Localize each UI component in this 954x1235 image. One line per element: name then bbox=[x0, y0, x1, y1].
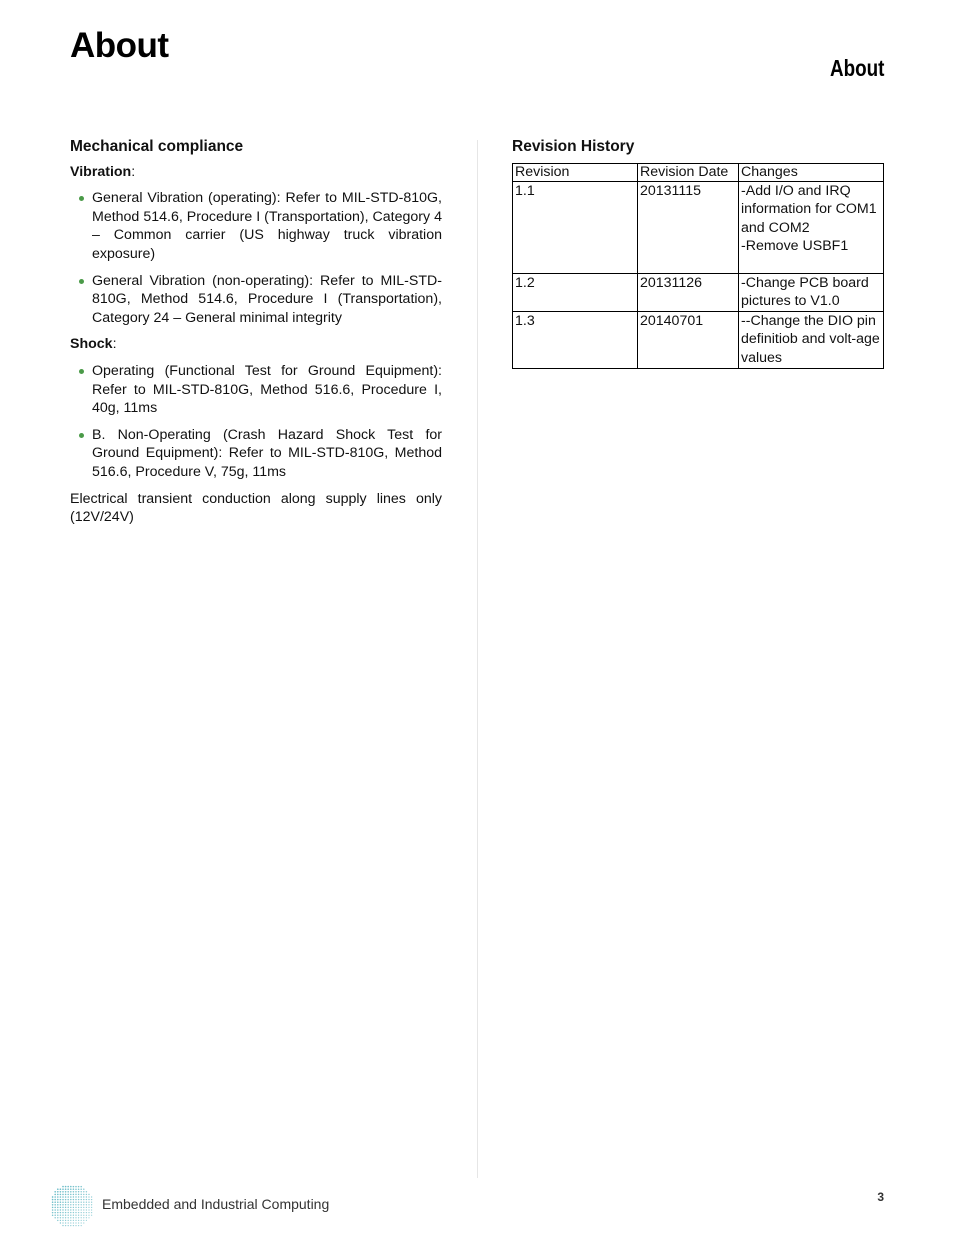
shock-subheading: Shock: bbox=[70, 336, 117, 353]
header-changes: Changes bbox=[739, 163, 884, 181]
revision-history-heading: Revision History bbox=[512, 138, 635, 155]
list-item: B. Non-Operating (Crash Hazard Shock Test for Ground Equipment): Refer to MIL-STD-810G, Method 516.6, Procedure V, 75g, 11ms bbox=[70, 426, 442, 482]
changes-cell: --Change the DIO pin definitiob and volt-age values bbox=[739, 311, 884, 368]
vibration-subheading: Vibration: bbox=[70, 163, 136, 180]
table-row bbox=[513, 273, 884, 311]
revision-history-table bbox=[512, 163, 884, 369]
bullet-icon bbox=[79, 369, 84, 374]
revision-cell: 1.2 bbox=[513, 273, 638, 311]
table-row bbox=[513, 311, 884, 368]
revision-cell: 1.3 bbox=[513, 311, 638, 368]
list-item: Operating (Functional Test for Ground Equipment): Refer to MIL-STD-810G, Method 516.6, Procedure I, 40g, 11ms bbox=[70, 362, 442, 418]
bullet-icon bbox=[79, 196, 84, 201]
page-number: 3 bbox=[877, 1190, 884, 1204]
right-column bbox=[512, 138, 884, 369]
date-cell: 20140701 bbox=[638, 311, 739, 368]
bullet-icon bbox=[79, 279, 84, 284]
column-divider bbox=[477, 140, 478, 1178]
header-revision: Revision bbox=[513, 163, 638, 181]
dotted-globe-logo-icon bbox=[49, 1183, 95, 1229]
table-row bbox=[513, 181, 884, 273]
shock-list bbox=[70, 362, 442, 482]
revision-cell: 1.1 bbox=[513, 181, 638, 273]
header-revision-date: Revision Date bbox=[638, 163, 739, 181]
list-item: General Vibration (non-operating): Refer to MIL-STD-810G, Method 514.6, Procedure I (Transportation), Category 24 – General minimal integrity bbox=[70, 272, 442, 328]
running-head: About bbox=[829, 55, 884, 81]
mechanical-compliance-heading: Mechanical compliance bbox=[70, 138, 244, 155]
left-column bbox=[70, 138, 442, 527]
vibration-list bbox=[70, 189, 442, 327]
changes-cell: -Change PCB board pictures to V1.0 bbox=[739, 273, 884, 311]
date-cell: 20131126 bbox=[638, 273, 739, 311]
electrical-transient-paragraph: Electrical transient conduction along supply lines only (12V/24V) bbox=[70, 490, 442, 526]
list-item: General Vibration (operating): Refer to MIL-STD-810G, Method 514.6, Procedure I (Transportation), Category 4 – Common carrier (US highway truck vibration exposure) bbox=[70, 189, 442, 263]
footer-company-text: Embedded and Industrial Computing bbox=[102, 1196, 330, 1212]
page-title: About bbox=[70, 26, 169, 65]
table-header-row bbox=[513, 163, 884, 181]
bullet-icon bbox=[79, 433, 84, 438]
date-cell: 20131115 bbox=[638, 181, 739, 273]
changes-cell: -Add I/O and IRQ information for COM1 and COM2 -Remove USBF1 bbox=[739, 181, 884, 273]
